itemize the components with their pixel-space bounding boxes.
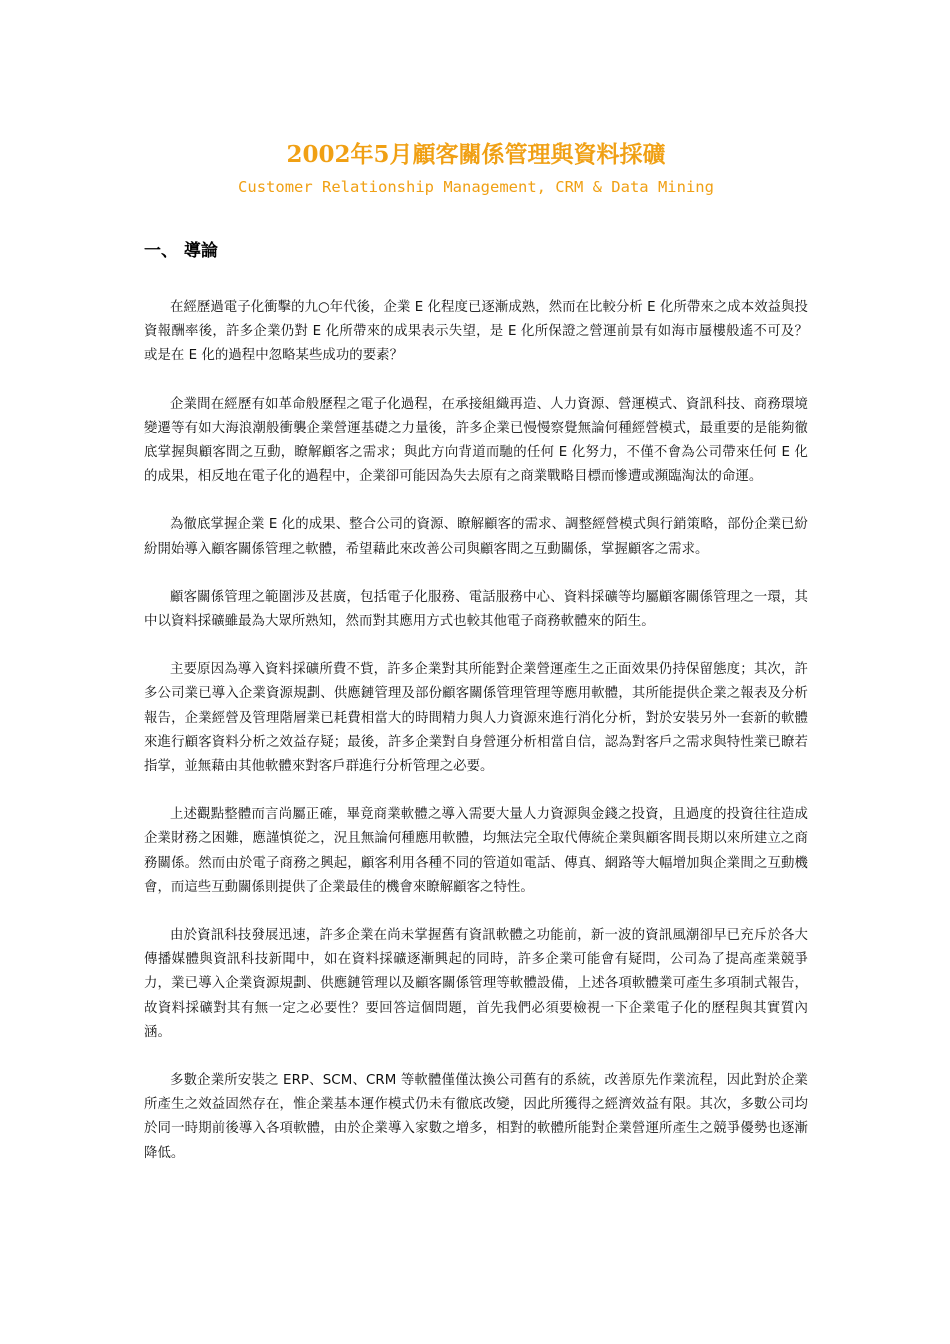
paragraph: 多數企業所安裝之 ERP、SCM、CRM 等軟體僅僅汰換公司舊有的系統，改善原先作業流程，因此對於企業所產生之效益固然存在，惟企業基本運作模式仍未有徹底改變，因此所獲得之經濟效益有限。其次，多數公司均於同一時期前後導入各項軟體，由於企業導入家數之增多，相對的軟體所能對企業營運所產生之競爭優勢也逐漸降低。 (144, 1073, 808, 1161)
paragraph: 為徹底掌握企業 E 化的成果、整合公司的資源、瞭解顧客的需求、調整經營模式與行銷策略，部份企業已紛紛開始導入顧客關係管理之軟體，希望藉此來改善公司與顧客間之互動關係，掌握顧客之需求。 (144, 517, 808, 557)
paragraph: 主要原因為導入資料採礦所費不貲，許多企業對其所能對企業營運產生之正面效果仍持保留態度；其次，許多公司業已導入企業資源規劃、供應鏈管理及部份顧客關係管理管理等應用軟體，其所能提供企業之報表及分析報告，企業經營及管理階層業已耗費相當大的時間精力與人力資源來進行消化分析，對於安裝另外一套新的軟體來進行顧客資料分析之效益存疑；最後，許多企業對自身營運分析相當自信，認為對客戶之需求與特性業已瞭若指掌，並無藉由其他軟體來對客戶群進行分析管理之必要。 (144, 662, 808, 775)
document-title: 2002年5月顧客關係管理與資料採礦 (286, 141, 666, 168)
document-body (144, 296, 808, 1190)
paragraph: 上述觀點整體而言尚屬正確，畢竟商業軟體之導入需要大量人力資源與金錢之投資，且過度的投資往往造成企業財務之困難，應謹慎從之，況且無論何種應用軟體，均無法完全取代傳統企業與顧客間長期以來所建立之商務關係。然而由於電子商務之興起，顧客利用各種不同的管道如電話、傳真、網路等大幅增加與企業間之互動機會，而這些互動關係則提供了企業最佳的機會來瞭解顧客之特性。 (144, 807, 808, 895)
section-heading: 一、 導論 (144, 241, 218, 261)
paragraph: 由於資訊科技發展迅速，許多企業在尚未掌握舊有資訊軟體之功能前，新一波的資訊風潮卻早已充斥於各大傳播媒體與資訊科技新聞中，如在資料採礦逐漸興起的同時，許多企業可能會有疑問，公司為了提高產業競爭力，業已導入企業資源規劃、供應鏈管理以及顧客關係管理等軟體設備，上述各項軟體業可產生多項制式報告，故資料採礦對其有無一定之必要性？要回答這個問題，首先我們必須要檢視一下企業電子化的歷程與其實質內涵。 (144, 928, 808, 1040)
paragraph: 企業間在經歷有如革命般歷程之電子化過程，在承接組織再造、人力資源、營運模式、資訊科技、商務環境變遷等有如大海浪潮般衝襲企業營運基礎之力量後，許多企業已慢慢察覺無論何種經營模式，最重要的是能夠徹底掌握與顧客間之互動，瞭解顧客之需求；與此方向背道而馳的任何 E 化努力，不僅不會為公司帶來任何 E 化的成果，相反地在電子化的過程中，企業卻可能因為失去原有之商業戰略目標而慘遭或瀕臨淘汰的命運。 (144, 396, 808, 485)
document-subtitle: Customer Relationship Management, CRM & Data Mining (238, 178, 714, 196)
paragraph: 顧客關係管理之範圍涉及甚廣，包括電子化服務、電話服務中心、資料採礦等均屬顧客關係管理之一環，其中以資料採礦雖最為大眾所熟知，然而對其應用方式也較其他電子商務軟體來的陌生。 (144, 589, 808, 630)
paragraph: 在經歷過電子化衝擊的九○年代後，企業 E 化程度已逐漸成熟，然而在比較分析 E 化所帶來之成本效益與投資報酬率後，許多企業仍對 E 化所帶來的成果表示失望，是 E 化所保證之營運前景有如海市蜃樓般遙不可及？或是在 E 化的過程中忽略某些成功的要素？ (144, 300, 808, 364)
